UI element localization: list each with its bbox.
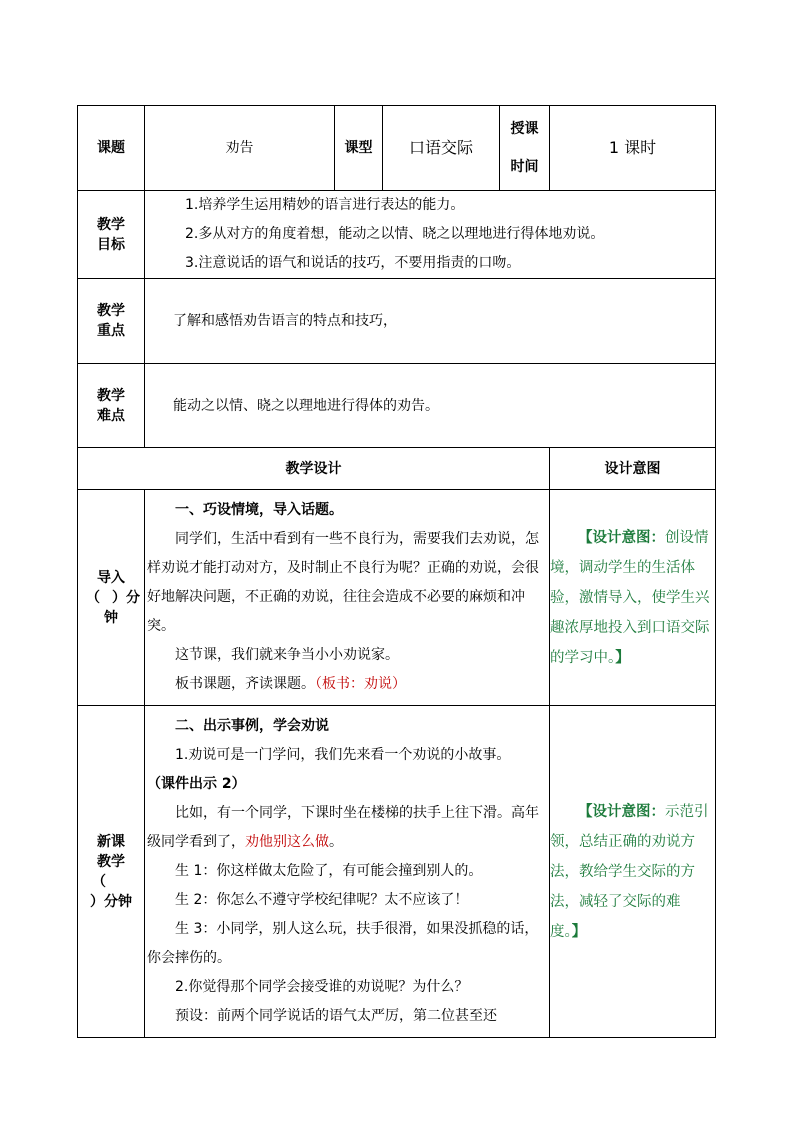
intro-intent xyxy=(550,490,716,706)
newlesson-label-line4: ）分钟 xyxy=(90,893,132,910)
intro-label-line3: 钟 xyxy=(104,609,118,626)
time-label-line1: 授课 xyxy=(510,121,539,137)
goal-item: 2.多从对方的角度着想，能动之以情、晓之以理地进行得体地劝说。 xyxy=(185,226,605,242)
newlesson-para xyxy=(147,799,547,857)
focus-label xyxy=(78,279,145,364)
newlesson-para: 生 2：你怎么不遵守学校纪律呢？太不应该了！ xyxy=(175,892,469,908)
newlesson-para: 2.你觉得那个同学会接受谁的劝说呢？为什么？ xyxy=(175,979,469,995)
newlesson-intent-text xyxy=(550,797,715,947)
intro-label xyxy=(78,490,145,706)
intent-title: 【设计意图： xyxy=(578,803,665,820)
intro-para: 这节课，我们就来争当小小劝说家。 xyxy=(175,647,399,663)
intro-label-line2 xyxy=(78,588,144,608)
focus-row xyxy=(78,279,716,364)
blackboard-note: （板书：劝说） xyxy=(315,676,406,692)
focus-label-line2: 重点 xyxy=(97,323,125,339)
intent-end: 】 xyxy=(571,923,587,940)
time-label xyxy=(500,106,550,191)
difficulty-content xyxy=(145,364,716,448)
lesson-plan-table xyxy=(77,105,716,1038)
focus-label-line1: 教学 xyxy=(97,303,125,319)
design-header-row xyxy=(78,448,716,490)
focus-content xyxy=(145,279,716,364)
newlesson-para: 1.劝说可是一门学问，我们先来看一个劝说的小故事。 xyxy=(175,747,511,763)
goals-label-line2: 目标 xyxy=(97,236,125,253)
topic-label: 课题 xyxy=(78,106,145,191)
header-row xyxy=(78,106,716,191)
time-value: 1 课时 xyxy=(550,106,716,191)
story-end: 。 xyxy=(329,834,343,850)
intro-label-minutes: ）分 xyxy=(112,589,140,606)
goals-content xyxy=(145,191,716,279)
story-highlight: 劝他别这么做 xyxy=(245,834,329,850)
time-label-line2: 时间 xyxy=(510,159,539,175)
intro-para xyxy=(147,670,547,699)
goal-item: 3.注意说话的语气和说话的技巧，不要用指责的口吻。 xyxy=(185,255,521,271)
intro-para: 同学们，生活中看到有一些不良行为，需要我们去劝说，怎样劝说才能打动对方，及时制止不良行为呢？正确的劝说，会很好地解决问题，不正确的劝说，往往会造成不必要的麻烦和冲突。 xyxy=(147,531,539,634)
intro-label-paren: （ xyxy=(86,589,100,606)
intent-title: 【设计意图： xyxy=(578,529,665,546)
type-label: 课型 xyxy=(335,106,383,191)
newlesson-content xyxy=(145,706,550,1038)
story-text: 比如，有一个同学，下课时坐在楼梯的扶手上往下滑。高年级同学看到了， xyxy=(147,805,539,850)
intro-content xyxy=(145,490,550,706)
newlesson-label xyxy=(78,706,145,1038)
newlesson-para: 生 3：小同学，别人这么玩，扶手很滑，如果没抓稳的话，你会摔伤的。 xyxy=(147,921,539,966)
difficulty-label-line2: 难点 xyxy=(97,407,125,424)
difficulty-label-line1: 教学 xyxy=(97,387,125,404)
intro-label-line1: 导入 xyxy=(97,569,125,586)
topic-value: 劝告 xyxy=(145,106,335,191)
intro-intent-text xyxy=(550,523,715,673)
difficulty-text: 能动之以情、晓之以理地进行得体的劝告。 xyxy=(173,397,439,414)
intent-end: 】 xyxy=(615,649,630,666)
newlesson-row xyxy=(78,706,716,1038)
intro-para-text: 板书课题，齐读课题。 xyxy=(175,676,315,692)
courseware-tag: （课件出示 2） xyxy=(147,776,246,792)
newlesson-label-line1: 新课 xyxy=(97,833,125,850)
newlesson-para: 预设：前两个同学说话的语气太严厉，第二位甚至还 xyxy=(175,1008,497,1024)
intro-row xyxy=(78,490,716,706)
goal-item: 1.培养学生运用精妙的语言进行表达的能力。 xyxy=(185,197,465,213)
intro-heading: 一、巧设情境，导入话题。 xyxy=(175,502,343,518)
newlesson-intent xyxy=(550,706,716,1038)
newlesson-label-line3: （ xyxy=(92,873,106,890)
focus-text: 了解和感悟劝告语言的特点和技巧， xyxy=(173,313,397,329)
difficulty-label xyxy=(78,364,145,448)
newlesson-heading: 二、出示事例，学会劝说 xyxy=(175,718,329,734)
intent-body: 示范引领，总结正确的劝说方法，教给学生交际的方法，减轻了交际的难度。 xyxy=(550,803,709,940)
goals-label xyxy=(78,191,145,279)
intent-body: 创设情境，调动学生的生活体验，激情导入，使学生兴趣浓厚地投入到口语交际的学习中。 xyxy=(550,529,710,666)
difficulty-row xyxy=(78,364,716,448)
design-header-left: 教学设计 xyxy=(78,448,550,490)
newlesson-label-line2: 教学 xyxy=(97,853,125,870)
newlesson-para: 生 1：你这样做太危险了，有可能会撞到别人的。 xyxy=(175,863,483,879)
design-header-right: 设计意图 xyxy=(550,448,716,490)
type-value: 口语交际 xyxy=(383,106,500,191)
goals-label-line1: 教学 xyxy=(97,216,125,233)
goals-row xyxy=(78,191,716,279)
